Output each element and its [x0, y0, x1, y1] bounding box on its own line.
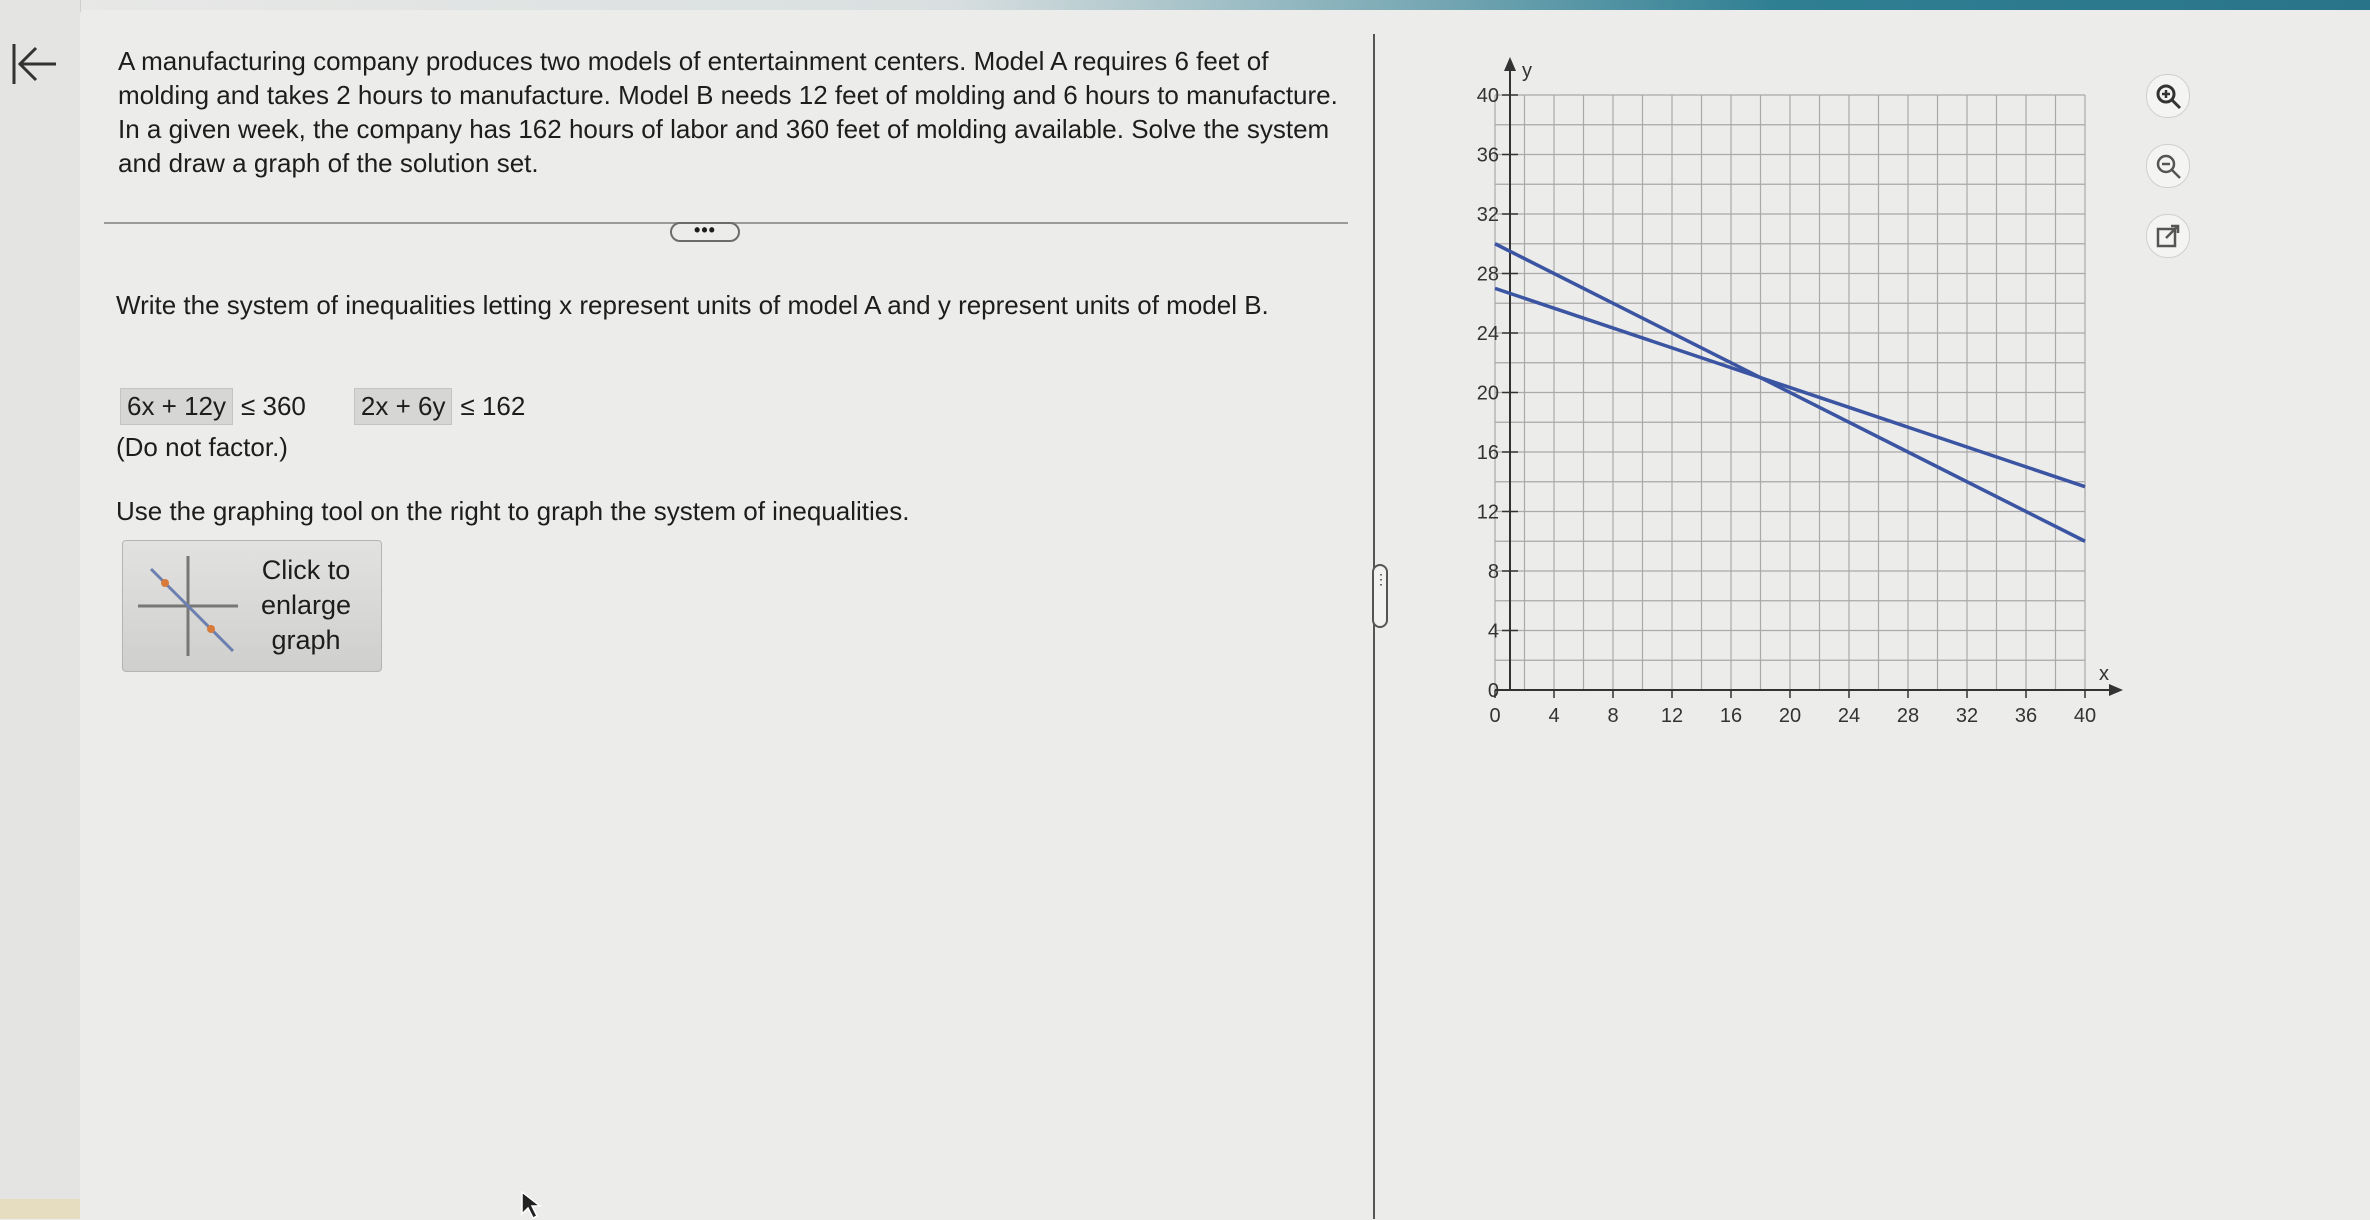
y-tick-label: 12: [1476, 501, 1499, 524]
left-rail: [0, 0, 81, 1219]
x-axis-arrow: [2109, 684, 2123, 696]
y-tick-label: 36: [1476, 144, 1499, 167]
zoom-in-icon: [2153, 81, 2183, 111]
x-tick-label: 20: [1778, 705, 1802, 727]
x-tick-label: 8: [1607, 705, 1619, 727]
expand-more-button[interactable]: •••: [670, 222, 740, 242]
inequality-row: [120, 386, 533, 426]
zoom-out-button[interactable]: [2146, 144, 2190, 188]
graph-instruction: Use the graphing tool on the right to graph the system of inequalities.: [116, 496, 910, 526]
question-text: [118, 44, 1348, 180]
y-tick-label: 32: [1476, 204, 1499, 226]
enlarge-graph-button[interactable]: [122, 540, 382, 672]
y-tick-label: 8: [1487, 561, 1499, 583]
y-tick-label: 24: [1476, 323, 1499, 345]
y-tick-label: 28: [1476, 263, 1499, 286]
inequality-1-relation: ≤ 360: [241, 390, 306, 421]
zoom-out-icon: [2153, 151, 2183, 181]
y-tick-label: 20: [1476, 382, 1499, 405]
rail-accent: [0, 1199, 80, 1219]
external-link-icon: [2153, 221, 2183, 251]
zoom-in-button[interactable]: [2146, 74, 2190, 118]
enlarge-label-line3: graph: [271, 625, 341, 655]
inequality-2-input[interactable]: 2x + 6y: [354, 388, 453, 425]
x-tick-label: 28: [1896, 705, 1920, 727]
mouse-cursor-icon: [520, 1190, 544, 1220]
x-tick-label: 36: [2014, 705, 2038, 727]
y-tick-label: 16: [1476, 442, 1499, 464]
x-tick-label: 0: [1489, 705, 1501, 727]
enlarge-label-line1: Click to: [261, 555, 351, 585]
instruction-text: Write the system of inequalities letting x represent units of model A and y represent units of model B.: [116, 290, 1269, 320]
x-tick-label: 16: [1719, 705, 1743, 727]
enlarge-graph-label: [241, 553, 371, 658]
x-tick-label: 4: [1548, 705, 1560, 727]
x-tick-label: 32: [1955, 705, 1979, 727]
graph-area[interactable]: [1430, 55, 2130, 755]
y-tick-label: 40: [1476, 85, 1499, 107]
back-to-start-icon[interactable]: [6, 38, 58, 90]
popout-button[interactable]: [2146, 214, 2190, 258]
panel-resize-handle[interactable]: ⋮: [1372, 564, 1388, 628]
x-tick-label: 24: [1837, 705, 1861, 727]
inequality-1-input[interactable]: 6x + 12y: [120, 388, 233, 425]
question-paragraph: A manufacturing company produces two models of entertainment centers. Model A requires 6 feet of molding and takes 2 hours to manufacture. Model B needs 12 feet of molding and 6 hours to manufacture. In a given week, the company has 162 hours of labor and 360 feet of molding available. Solve the system and draw a graph of the solution set.: [118, 46, 1338, 178]
x-tick-label: 40: [2073, 705, 2097, 727]
y-axis-label: y: [1522, 60, 1532, 82]
graph-thumbnail-icon: [133, 551, 243, 661]
y-tick-label: 0: [1487, 680, 1499, 702]
enlarge-label-line2: enlarge: [260, 590, 352, 620]
y-axis-arrow: [1504, 57, 1516, 71]
do-not-factor-note: (Do not factor.): [116, 432, 288, 462]
inequality-2-relation: ≤ 162: [460, 390, 526, 421]
x-axis-label: x: [2099, 663, 2109, 685]
x-tick-label: 12: [1660, 705, 1684, 727]
y-tick-label: 4: [1487, 620, 1499, 643]
